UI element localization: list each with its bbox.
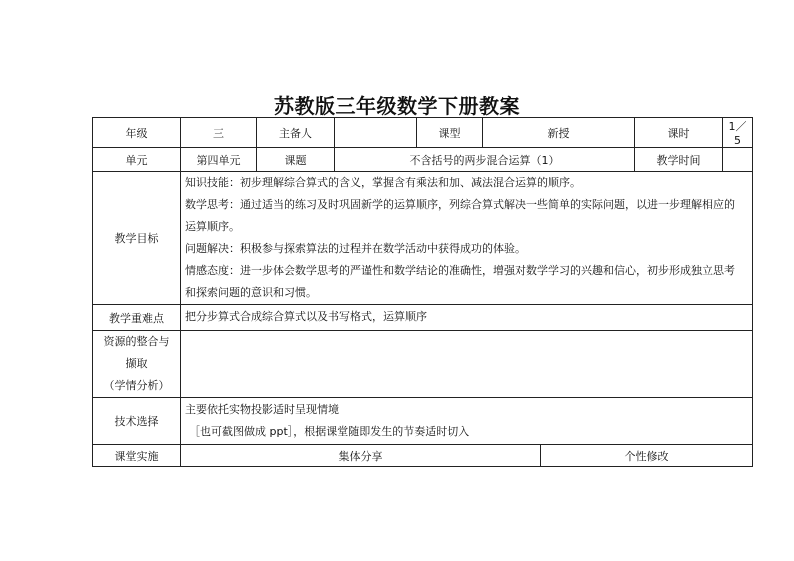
row-resources xyxy=(93,331,753,398)
row-grade xyxy=(93,118,753,148)
key-points-value: 把分步算式合成综合算式以及书写格式，运算顺序 xyxy=(181,305,753,331)
objective-line: 知识技能：初步理解综合算式的含义，掌握含有乘法和加、减法混合运算的顺序。 xyxy=(185,176,581,189)
lesson-plan-table xyxy=(92,117,753,467)
unit-value: 第四单元 xyxy=(181,148,257,172)
resources-label-line: 撷取 xyxy=(125,357,148,370)
tech-content xyxy=(181,398,753,445)
type-label: 课型 xyxy=(417,118,483,148)
row-key-points xyxy=(93,305,753,331)
resources-label-line: 资源的整合与 xyxy=(103,335,170,348)
unit-label: 单元 xyxy=(93,148,181,172)
tech-label: 技术选择 xyxy=(93,398,181,445)
tech-line: 主要依托实物投影适时呈现情境 xyxy=(185,403,339,416)
row-unit xyxy=(93,148,753,172)
objectives-label: 教学目标 xyxy=(93,172,181,305)
topic-label: 课题 xyxy=(257,148,335,172)
resources-label-line: （学情分析） xyxy=(103,379,170,392)
objective-line: 数学思考：通过适当的练习及时巩固新学的运算顺序，列综合算式解决一些简单的实际问题，以进一步理解相应的 xyxy=(185,198,735,211)
teaching-time-label: 教学时间 xyxy=(635,148,723,172)
objective-line: 和探索问题的意识和习惯。 xyxy=(185,286,317,299)
grade-value: 三 xyxy=(181,118,257,148)
row-objectives xyxy=(93,172,753,305)
objective-line: 情感态度：进一步体会数学思考的严谨性和数学结论的准确性，增强对数学学习的兴趣和信心，初步形成独立思考 xyxy=(185,264,735,277)
type-value: 新授 xyxy=(483,118,635,148)
preparer-value xyxy=(335,118,417,148)
row-tech xyxy=(93,398,753,445)
grade-label: 年级 xyxy=(93,118,181,148)
practice-label: 课堂实施 xyxy=(93,445,181,467)
personal-edit-label: 个性修改 xyxy=(541,445,753,467)
period-value: 1／5 xyxy=(723,118,753,148)
period-label: 课时 xyxy=(635,118,723,148)
objectives-content xyxy=(181,172,753,305)
resources-value xyxy=(181,331,753,398)
topic-value: 不含括号的两步混合运算（1） xyxy=(335,148,635,172)
teaching-time-value xyxy=(723,148,753,172)
tech-line: ［也可截图做成 ppt］，根据课堂随即发生的节奏适时切入 xyxy=(189,425,470,438)
page-title: 苏教版三年级数学下册教案 xyxy=(274,94,520,118)
objective-line: 问题解决：积极参与探索算法的过程并在数学活动中获得成功的体验。 xyxy=(185,242,526,255)
preparer-label: 主备人 xyxy=(257,118,335,148)
shared-label: 集体分享 xyxy=(181,445,541,467)
row-practice xyxy=(93,445,753,467)
resources-label xyxy=(93,331,181,398)
key-points-label: 教学重难点 xyxy=(93,305,181,331)
objective-line: 运算顺序。 xyxy=(185,220,240,233)
